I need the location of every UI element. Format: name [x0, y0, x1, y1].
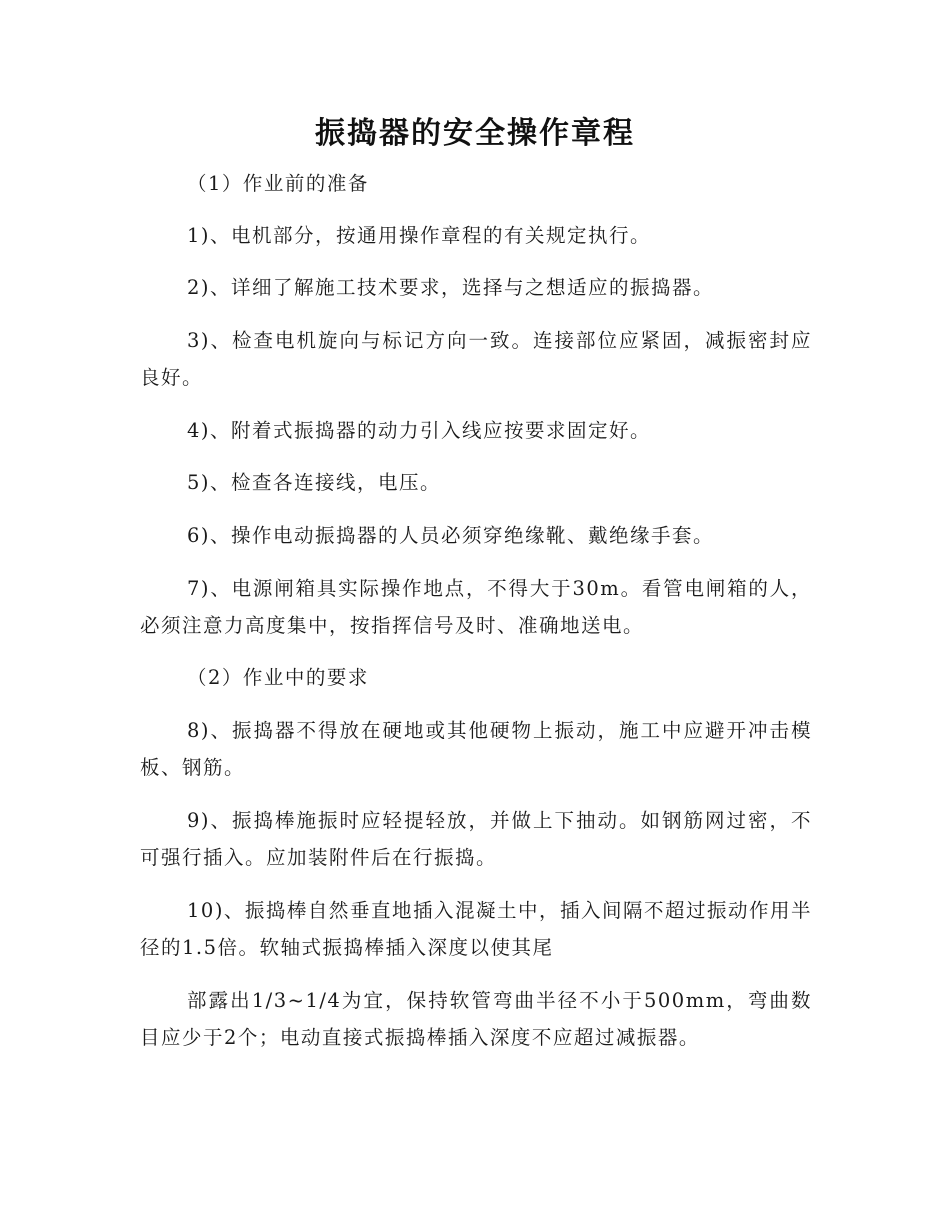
- paragraph: 4)、附着式振捣器的动力引入线应按要求固定好。: [187, 419, 652, 442]
- section-heading: （1）作业前的准备: [187, 172, 369, 195]
- paragraph: 2)、详细了解施工技术要求，选择与之想适应的振捣器。: [187, 276, 715, 299]
- paragraph: 9)、振捣棒施振时应轻提轻放，并做上下抽动。如钢筋网过密，不可强行插入。应加装附件后在行振捣。: [140, 809, 812, 869]
- paragraph: 8)、振捣器不得放在硬地或其他硬物上振动，施工中应避开冲击模板、钢筋。: [140, 719, 812, 779]
- paragraph: 6)、操作电动振捣器的人员必须穿绝缘靴、戴绝缘手套。: [187, 524, 715, 547]
- section-heading: （2）作业中的要求: [187, 666, 369, 689]
- paragraph: 10)、振捣棒自然垂直地插入混凝土中，插入间隔不超过振动作用半径的1.5倍。软轴式振捣棒插入深度以使其尾: [140, 899, 812, 959]
- document-title: 振捣器的安全操作章程: [315, 116, 635, 151]
- paragraph: 部露出1/3~1/4为宜，保持软管弯曲半径不小于500mm，弯曲数目应少于2个；电动直接式振捣棒插入深度不应超过减振器。: [140, 989, 812, 1049]
- paragraph: 7)、电源闸箱具实际操作地点，不得大于30m。看管电闸箱的人，必须注意力高度集中，按指挥信号及时、准确地送电。: [140, 577, 812, 637]
- paragraph: 5)、检查各连接线，电压。: [187, 471, 442, 494]
- paragraph: 1)、电机部分，按通用操作章程的有关规定执行。: [187, 224, 652, 247]
- paragraph: 3)、检查电机旋向与标记方向一致。连接部位应紧固，减振密封应良好。: [140, 329, 812, 389]
